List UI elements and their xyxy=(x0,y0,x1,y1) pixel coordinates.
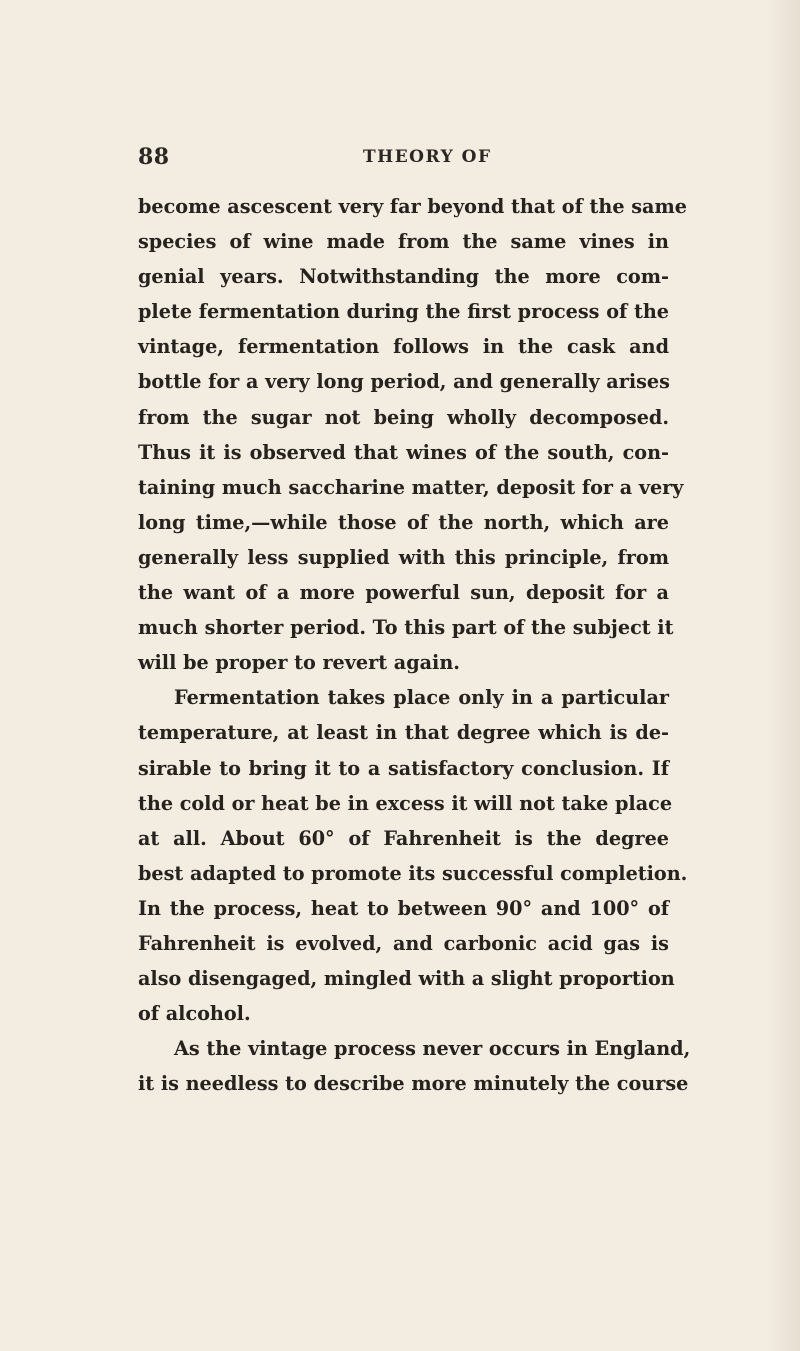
running-title: THEORY OF xyxy=(363,147,492,167)
text-line: taining much saccharine matter, deposit for a very xyxy=(138,475,684,499)
text-line: sirable to bring it to a satisfactory conclusion. If xyxy=(138,756,669,780)
text-line: from the sugar not being wholly decomposed. xyxy=(138,405,669,429)
text-line: vintage, fermentation follows in the cask and xyxy=(138,335,669,359)
text-line: of alcohol. xyxy=(138,1002,251,1026)
text-line: genial years. Notwithstanding the more com- xyxy=(138,265,669,289)
text-line: long time,—while those of the north, which are xyxy=(138,510,669,534)
text-line: much shorter period. To this part of the subject it xyxy=(138,616,674,640)
text-line: Thus it is observed that wines of the south, con- xyxy=(138,440,669,464)
text-line: also disengaged, mingled with a slight proportion xyxy=(138,967,675,991)
text-line: In the process, heat to between 90° and 100° of xyxy=(138,896,669,920)
page-number: 88 xyxy=(138,144,170,170)
text-line: the want of a more powerful sun, deposit for a xyxy=(138,581,669,605)
running-header xyxy=(0,144,800,174)
text-line: will be proper to revert again. xyxy=(138,651,460,675)
text-line: the cold or heat be in excess it will not take place xyxy=(138,791,673,815)
text-line: plete fermentation during the first process of the xyxy=(138,300,669,324)
text-line: it is needless to describe more minutely the course xyxy=(138,1072,689,1096)
text-line: generally less supplied with this principle, from xyxy=(138,545,669,569)
text-line: Fahrenheit is evolved, and carbonic acid gas is xyxy=(138,931,669,955)
text-line: at all. About 60° of Fahrenheit is the degree xyxy=(138,826,669,850)
text-line: species of wine made from the same vines in xyxy=(138,230,669,254)
text-line: bottle for a very long period, and generally arises xyxy=(138,370,670,394)
text-line: best adapted to promote its successful completion. xyxy=(138,861,688,885)
body-text xyxy=(138,189,691,1101)
text-line: temperature, at least in that degree which is de- xyxy=(138,721,669,745)
text-line: Fermentation takes place only in a particular xyxy=(174,686,669,710)
text-line: As the vintage process never occurs in England, xyxy=(174,1037,691,1061)
text-line: become ascescent very far beyond that of the same xyxy=(138,195,687,218)
